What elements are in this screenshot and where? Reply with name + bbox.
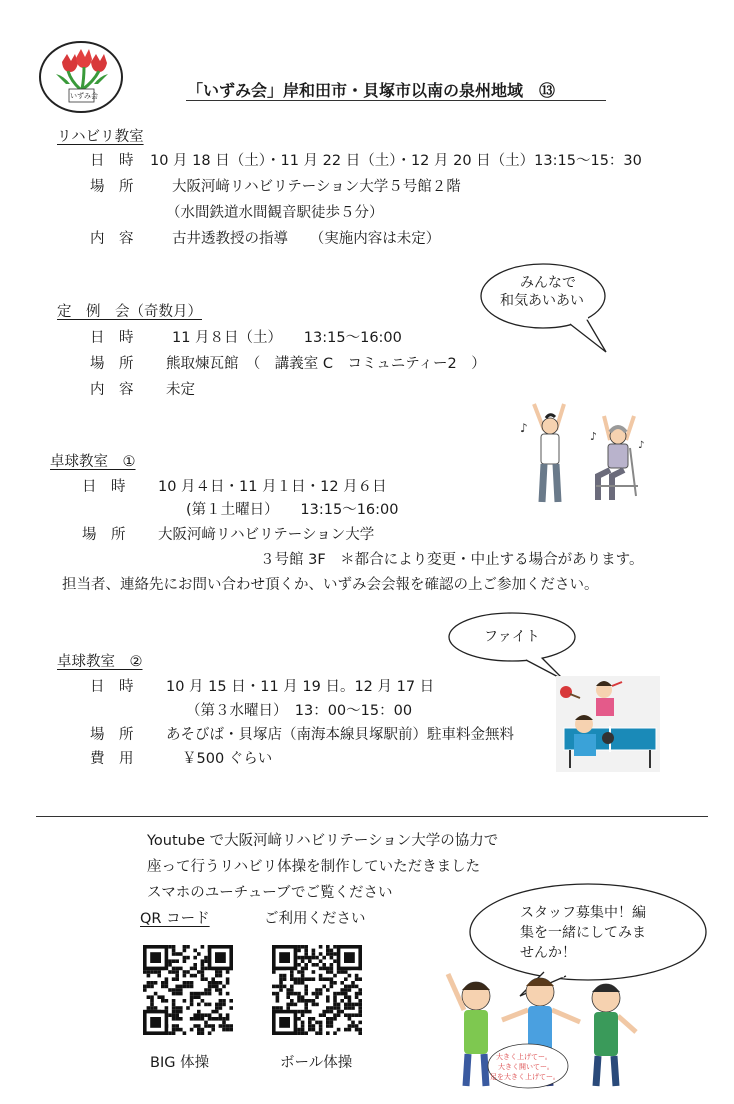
sign-line2: 大きく開いてー。 [498, 1063, 554, 1071]
svg-text:♪: ♪ [590, 430, 598, 443]
youtube-line2: 座って行うリハビリ体操を制作していただきました [147, 859, 481, 875]
qr-code-icon [272, 945, 362, 1035]
pingpong1-label-3: 場 所 [82, 527, 126, 543]
qr-code-ball-taiso[interactable] [272, 945, 362, 1035]
pingpong1-value-1: 10 月４日・11 月１日・12 月６日 [158, 479, 387, 495]
bubble3-line1: スタッフ募集中！編 [520, 905, 646, 921]
sign-line1: 大きく上げてー。 [496, 1053, 552, 1061]
bubble2-text: ファイト [484, 629, 540, 645]
pingpong2-value-4: ￥500 ぐらい [182, 751, 273, 767]
meeting-value-1: 11 月８日（土） 13:15〜16:00 [172, 330, 402, 346]
pingpong2-value-3: あそびば・貝塚店（南海本線貝塚駅前）駐車料金無料 [166, 727, 514, 743]
qr-code-icon [143, 945, 233, 1035]
pingpong2-label-3: 場 所 [90, 727, 134, 743]
use-label: ご利用ください [264, 911, 366, 927]
bubble3-line2: 集を一緒にしてみま [520, 925, 646, 941]
rehab-label-4: 内 容 [90, 231, 134, 247]
pingpong1-label-1: 日 時 [82, 479, 126, 495]
section-divider [36, 816, 708, 817]
exercise-people-icon [518, 396, 650, 508]
pingpong2-label-1: 日 時 [90, 679, 134, 695]
pingpong2-value-1: 10 月 15 日・11 月 19 日。12 月 17 日 [166, 679, 435, 695]
logo-text: いずみ会 [70, 92, 98, 100]
pingpong2-label-4: 費 用 [90, 751, 134, 767]
speech-bubble-fight-icon [446, 610, 582, 684]
logo [38, 40, 124, 114]
svg-text:♪: ♪ [520, 421, 528, 435]
pingpong2-value-2: （第３水曜日） 13：00〜15：00 [186, 703, 413, 719]
pingpong1-value-4: ３号館 3F ＊都合により変更・中止する場合があります。 [260, 552, 644, 568]
qr1-caption: BIG 体操 [150, 1055, 210, 1071]
pingpong1-heading: 卓球教室 ① [50, 454, 136, 470]
rehab-label-2: 場 所 [90, 179, 134, 195]
qr-code-big-taiso[interactable] [143, 945, 233, 1035]
meeting-value-3: 未定 [166, 382, 195, 398]
qr2-caption: ボール体操 [280, 1055, 353, 1071]
page-title: 「いずみ会」岸和田市・貝塚市以南の泉州地域 ⑬ [187, 81, 556, 100]
rehab-label-1: 日 時 [90, 153, 134, 169]
youtube-line1: Youtube で大阪河﨑リハビリテーション大学の協力で [147, 833, 499, 849]
pingpong1-value-2: (第１土曜日） 13:15〜16:00 [186, 502, 399, 518]
rehab-value-1: 10 月 18 日（土）・11 月 22 日（土）・12 月 20 日（土）13:15〜15：30 [150, 153, 642, 169]
title-underline [186, 100, 606, 101]
youtube-line3: スマホのユーチューブでご覧ください [147, 885, 393, 901]
bubble1-line2: 和気あいあい [500, 293, 584, 309]
tulip-logo-icon [38, 40, 124, 114]
rehab-value-3: （水間鉄道水間観音駅徒歩５分） [166, 205, 384, 221]
meeting-label-2: 場 所 [90, 356, 134, 372]
sign-line3: 足を大きく上げてー。 [490, 1073, 560, 1081]
table-tennis-icon [556, 676, 660, 772]
meeting-label-3: 内 容 [90, 382, 134, 398]
meeting-label-1: 日 時 [90, 330, 134, 346]
qr-label: QR コード [140, 911, 210, 927]
rehab-value-2: 大阪河﨑リハビリテーション大学５号館２階 [172, 179, 461, 195]
bubble1-line1: みんなで [520, 275, 576, 291]
rehab-value-4: 古井透教授の指導 （実施内容は未定） [172, 231, 441, 247]
pingpong1-value-3: 大阪河﨑リハビリテーション大学 [158, 527, 375, 543]
bubble3-line3: せんか！ [520, 945, 576, 961]
meeting-value-2: 熊取煉瓦館 （ 講義室 C コミュニティー2 ） [166, 356, 486, 372]
meeting-heading: 定 例 会（奇数月） [57, 304, 202, 320]
svg-text:♪: ♪ [638, 440, 645, 451]
pingpong2-heading: 卓球教室 ② [57, 654, 143, 670]
rehab-heading: リハビリ教室 [57, 129, 144, 145]
pingpong1-note: 担当者、連絡先にお問い合わせ頂くか、いずみ会会報を確認の上ご参加ください。 [62, 577, 599, 593]
